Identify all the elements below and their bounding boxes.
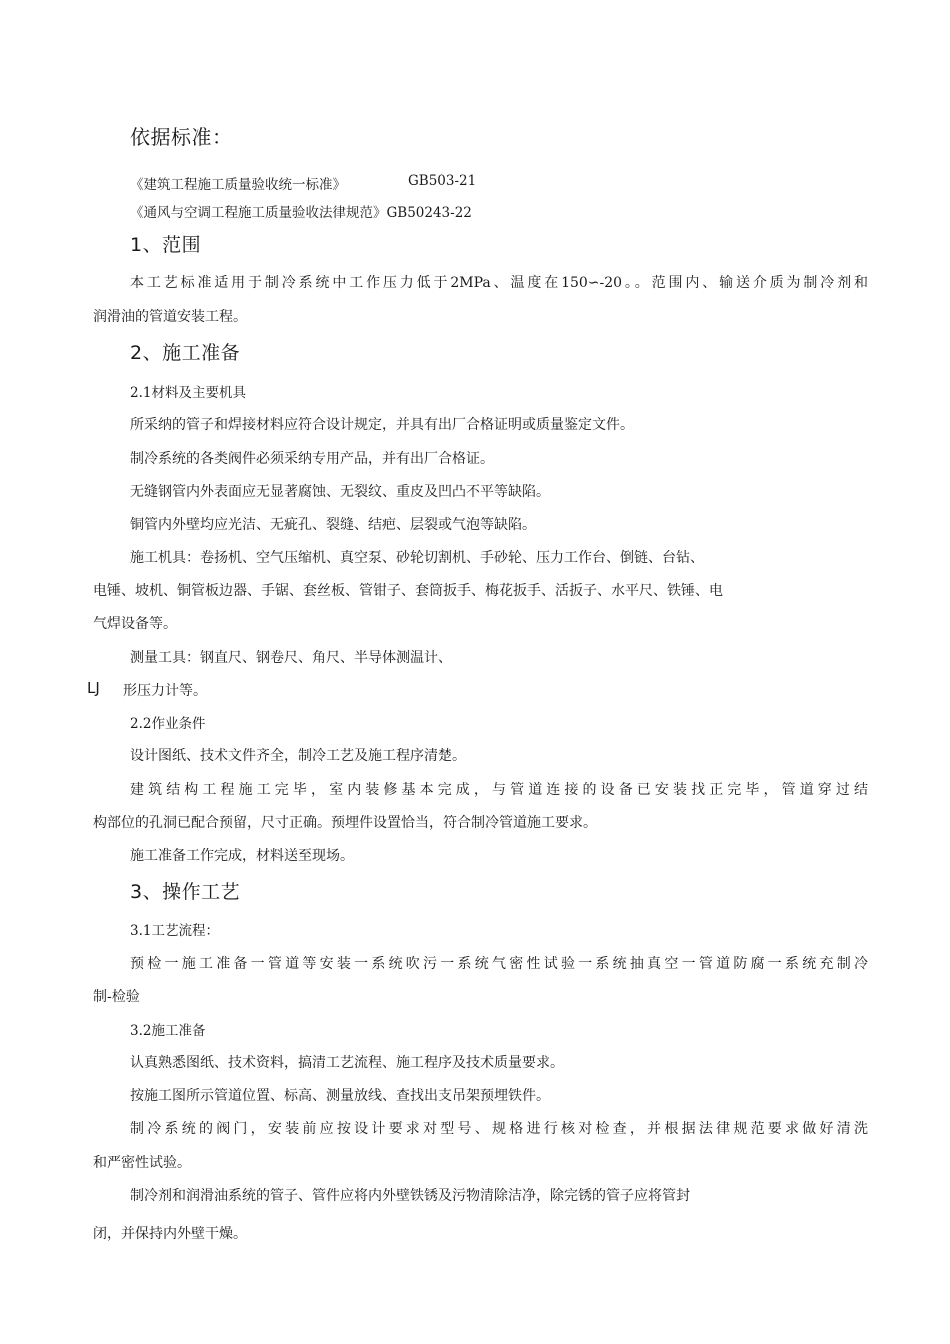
reference-2: 《通风与空调工程施工质量验收法律规范》GB50243-22 — [130, 205, 472, 221]
preparation-line-1: 认真熟悉图纸、技术资料，搞清工艺流程、施工程序及技术质量要求。 — [130, 1055, 564, 1071]
preparation-line-4: 和严密性试验。 — [93, 1155, 191, 1171]
preparation-line-5: 制冷剂和润滑油系统的管子、管件应将内外壁铁锈及污物清除洁净，除完锈的管子应将管封 — [130, 1188, 690, 1204]
measuring-tools-line-1: 测量工具：钢直尺、钢卷尺、角尺、半导体测温计、 — [130, 650, 452, 666]
conditions-line-1: 设计图纸、技术文件齐全，制冷工艺及施工程序清楚。 — [130, 748, 466, 764]
section-1-paragraph-line-1: 本工艺标准适用于制冷系统中工作压力低于2MPa、温度在150∽-20。。范围内、输送介质为制冷剂和 — [130, 275, 868, 291]
measuring-tools-line-2: 形压力计等。 — [123, 683, 207, 699]
materials-line-4: 铜管内外壁均应光洁、无疵孔、裂缝、结疤、层裂或气泡等缺陷。 — [130, 517, 536, 533]
section-1-title: 1、范围 — [130, 234, 202, 256]
preparation-line-6: 闭，并保持内外壁干燥。 — [93, 1226, 247, 1242]
section-1-paragraph-line-2: 润滑油的管道安装工程。 — [93, 309, 247, 325]
tools-line-2: 电锤、坡机、铜管板边器、手锯、套丝板、管钳子、套筒扳手、梅花扳手、活扳子、水平尺、铁锤、电 — [93, 583, 723, 599]
subsection-3-1-title: 3.1工艺流程： — [130, 923, 219, 939]
process-flow-line-1: 预检一施工准备一管道等安装一系统吹污一系统气密性试验一系统抽真空一管道防腐一系统充制冷 — [130, 956, 868, 972]
reference-1-name: 《建筑工程施工质量验收统一标准》 — [130, 177, 346, 193]
measuring-tools-prefix: LJ — [87, 679, 100, 697]
basis-title: 依据标准： — [130, 125, 233, 149]
subsection-2-2-title: 2.2作业条件 — [130, 716, 206, 732]
preparation-line-2: 按施工图所示管道位置、标高、测量放线、查找出支吊架预埋铁件。 — [130, 1088, 550, 1104]
section-2-title: 2、施工准备 — [130, 342, 241, 364]
preparation-line-3: 制冷系统的阀门，安装前应按设计要求对型号、规格进行核对检查，并根据法律规范要求做好清洗 — [130, 1121, 868, 1137]
materials-line-3: 无缝钢管内外表面应无显著腐蚀、无裂纹、重皮及凹凸不平等缺陷。 — [130, 484, 550, 500]
tools-line-3: 气焊设备等。 — [93, 616, 177, 632]
process-flow-line-2: 制-检验 — [93, 989, 140, 1005]
conditions-line-3: 构部位的孔洞已配合预留，尺寸正确。预埋件设置恰当，符合制冷管道施工要求。 — [93, 815, 597, 831]
conditions-line-4: 施工准备工作完成，材料送至现场。 — [130, 848, 354, 864]
subsection-3-2-title: 3.2施工准备 — [130, 1023, 206, 1039]
materials-line-1: 所采纳的管子和焊接材料应符合设计规定，并具有出厂合格证明或质量鉴定文件。 — [130, 417, 634, 433]
reference-1-code: GB503-21 — [408, 173, 477, 189]
tools-line-1: 施工机具：卷扬机、空气压缩机、真空泵、砂轮切割机、手砂轮、压力工作台、倒链、台钻、 — [130, 550, 704, 566]
materials-line-2: 制冷系统的各类阀件必须采纳专用产品，并有出厂合格证。 — [130, 451, 494, 467]
conditions-line-2: 建筑结构工程施工完毕，室内装修基本完成，与管道连接的设备已安装找正完毕，管道穿过结 — [130, 782, 868, 798]
subsection-2-1-title: 2.1材料及主要机具 — [130, 385, 246, 401]
section-3-title: 3、操作工艺 — [130, 881, 241, 903]
